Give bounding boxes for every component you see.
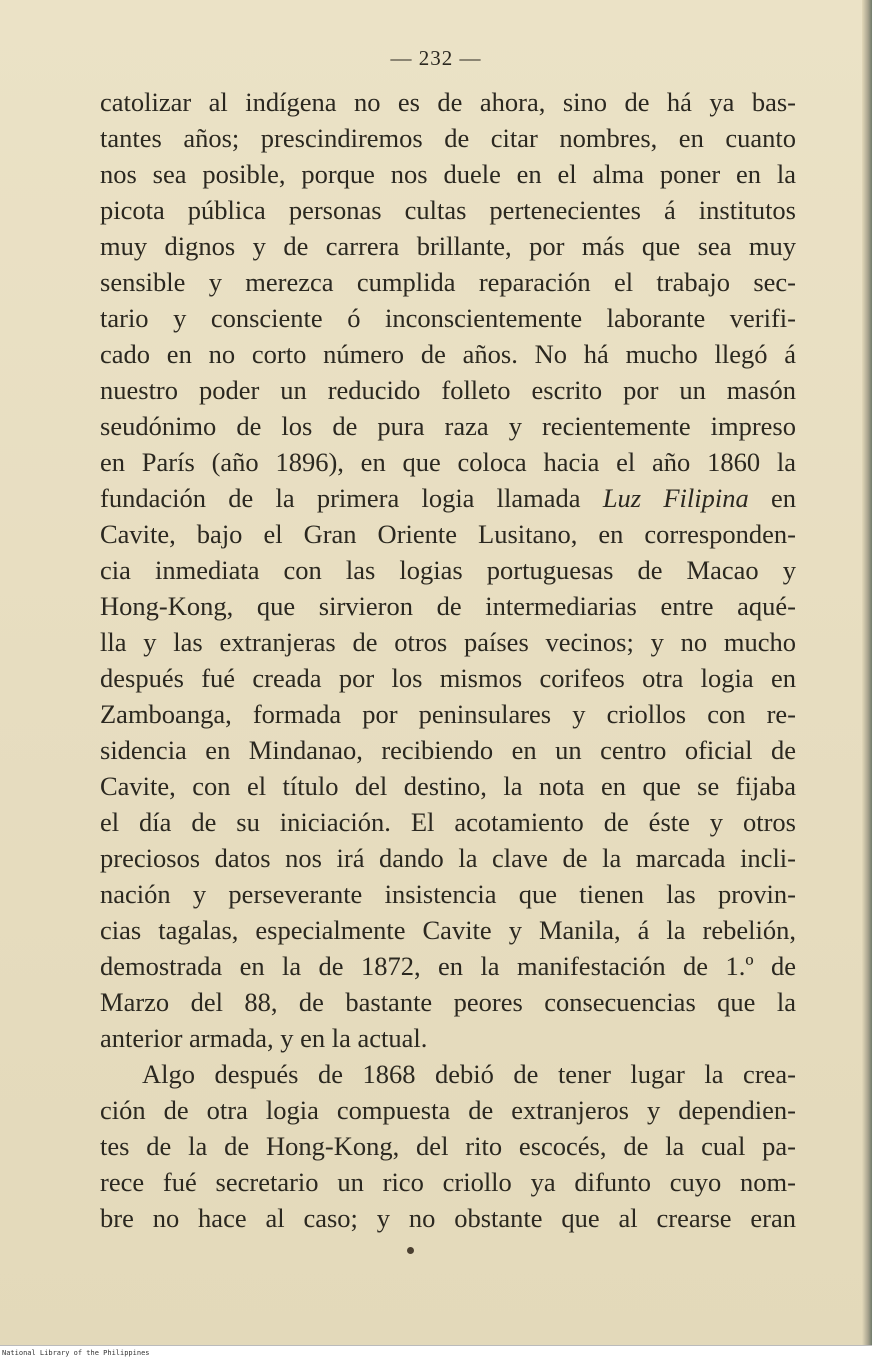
- text-segment: tantes años; prescindiremos de citar nombres, en cuanto: [100, 123, 796, 153]
- text-segment: cado en no corto número de años. No há mucho llegó á: [100, 339, 796, 369]
- text-line: [100, 408, 796, 444]
- text-segment: cias tagalas, especialmente Cavite y Manila, á la rebelión,: [100, 915, 796, 945]
- text-line: [100, 156, 796, 192]
- page-edge: [862, 0, 872, 1346]
- text-segment: lla y las extranjeras de otros países vecinos; y no mucho: [100, 627, 796, 657]
- text-segment: demostrada en la de 1872, en la manifestación de 1.º de: [100, 951, 796, 981]
- text-segment: tario y consciente ó inconscientemente laborante verifi-: [100, 303, 796, 333]
- text-line: [100, 1056, 796, 1092]
- text-line: [100, 588, 796, 624]
- text-line: [100, 624, 796, 660]
- text-line: [100, 1020, 796, 1056]
- text-segment: nación y perseverante insistencia que tienen las provin-: [100, 879, 796, 909]
- text-line: [100, 1092, 796, 1128]
- text-segment: Zamboanga, formada por peninsulares y criollos con re-: [100, 699, 796, 729]
- text-segment: cia inmediata con las logias portuguesas de Macao y: [100, 555, 796, 585]
- italic-text: Luz Filipina: [602, 483, 749, 513]
- text-line: [100, 804, 796, 840]
- text-line: [100, 444, 796, 480]
- text-line: [100, 984, 796, 1020]
- text-line: [100, 876, 796, 912]
- text-segment: nos sea posible, porque nos duele en el alma poner en la: [100, 159, 796, 189]
- text-line: [100, 192, 796, 228]
- text-segment: preciosos datos nos irá dando la clave de la marcada incli-: [100, 843, 796, 873]
- text-segment: catolizar al indígena no es de ahora, sino de há ya bas-: [100, 87, 796, 117]
- text-line: [100, 228, 796, 264]
- text-line: [100, 840, 796, 876]
- text-line: [100, 336, 796, 372]
- text-line: [100, 372, 796, 408]
- text-segment: seudónimo de los de pura raza y recientemente impreso: [100, 411, 796, 441]
- footer-bar: [0, 1345, 872, 1358]
- text-segment: rece fué secretario un rico criollo ya difunto cuyo nom-: [100, 1167, 796, 1197]
- text-segment: Algo después de 1868 debió de tener lugar la crea-: [142, 1059, 796, 1089]
- text-segment: muy dignos y de carrera brillante, por más que sea muy: [100, 231, 796, 261]
- text-segment: nuestro poder un reducido folleto escrito por un masón: [100, 375, 796, 405]
- text-segment: Hong-Kong, que sirvieron de intermediarias entre aqué-: [100, 591, 796, 621]
- text-segment: tes de la de Hong-Kong, del rito escocés, de la cual pa-: [100, 1131, 796, 1161]
- text-segment: ción de otra logia compuesta de extranjeros y dependien-: [100, 1095, 796, 1125]
- text-line: [100, 696, 796, 732]
- page-number: — 232 —: [390, 46, 482, 70]
- text-segment: el día de su iniciación. El acotamiento de éste y otros: [100, 807, 796, 837]
- text-line: [100, 912, 796, 948]
- body-text: [100, 84, 796, 1236]
- text-line: [100, 1164, 796, 1200]
- text-segment: después fué creada por los mismos corifeos otra logia en: [100, 663, 796, 693]
- text-segment: picota pública personas cultas pertenecientes á institutos: [100, 195, 796, 225]
- text-line: [100, 1200, 796, 1236]
- text-line: [100, 516, 796, 552]
- text-line: [100, 300, 796, 336]
- text-segment: Cavite, con el título del destino, la nota en que se fijaba: [100, 771, 796, 801]
- text-segment: sidencia en Mindanao, recibiendo en un centro oficial de: [100, 735, 796, 765]
- text-line: [100, 732, 796, 768]
- ink-spot: [407, 1247, 414, 1254]
- text-line: [100, 948, 796, 984]
- text-segment: bre no hace al caso; y no obstante que al crearse eran: [100, 1203, 796, 1233]
- text-line: [100, 552, 796, 588]
- text-segment: anterior armada, y en la actual.: [100, 1023, 428, 1053]
- text-line: [100, 264, 796, 300]
- text-line: [100, 120, 796, 156]
- text-segment: en: [748, 483, 797, 513]
- footer-credit: National Library of the Philippines: [2, 1349, 150, 1357]
- text-segment: Marzo del 88, de bastante peores consecuencias que la: [100, 987, 796, 1017]
- text-line: [100, 84, 796, 120]
- text-segment: en París (año 1896), en que coloca hacia el año 1860 la: [100, 447, 796, 477]
- text-line: [100, 480, 796, 516]
- text-line: [100, 660, 796, 696]
- text-line: [100, 768, 796, 804]
- text-segment: fundación de la primera logia llamada: [100, 483, 603, 513]
- text-segment: Cavite, bajo el Gran Oriente Lusitano, en corresponden-: [100, 519, 796, 549]
- text-line: [100, 1128, 796, 1164]
- text-segment: sensible y merezca cumplida reparación el trabajo sec-: [100, 267, 796, 297]
